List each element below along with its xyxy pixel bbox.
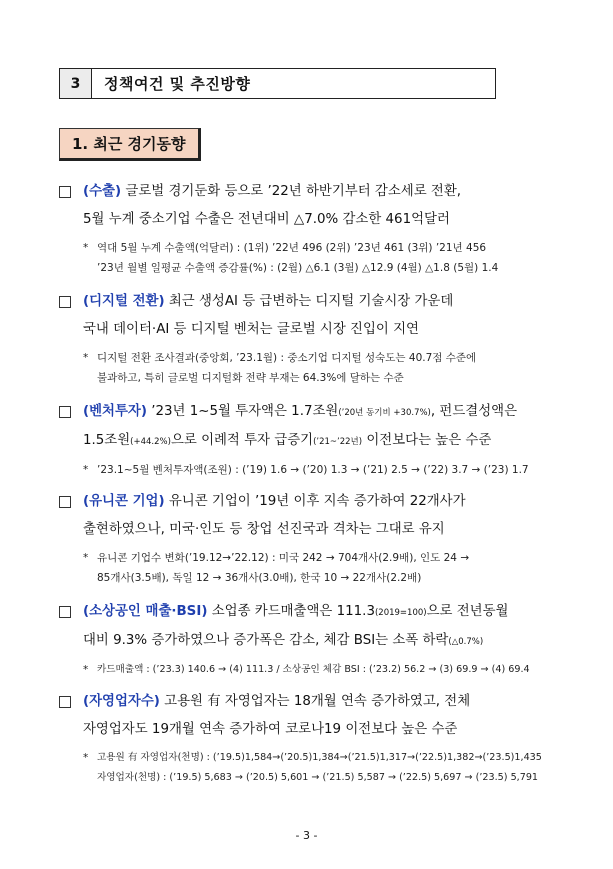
item-label: (수출)	[83, 184, 122, 199]
section-number: 3	[59, 68, 92, 99]
item-text: 소업종 카드매출액은 111.3	[207, 604, 375, 619]
subsection-title: 1. 최근 경기동향	[59, 128, 201, 161]
item-text-cont: 5월 누계 중소기업 수출은 전년대비 △7.0% 감소한 461억달러	[83, 212, 450, 227]
note-line: 자영업자(천명) : (’19.5) 5,683 → (’20.5) 5,601 → (’21.5) 5,587 → (’22.5) 5,697 → (’23.5) 5,791	[97, 772, 539, 783]
item-text: 1.5조원	[83, 433, 131, 448]
item-text: 이전보다는 높은 수준	[362, 433, 492, 448]
item-text: 으로 이례적 투자 급증기	[170, 433, 314, 448]
note-line: ’23년 월별 일평균 수출액 증감률(%) : (2월) △6.1 (3월) △12.9 (4월) △1.8 (5월) 1.4	[97, 262, 499, 274]
item-text-cont: 자영업자도 19개월 연속 증가하여 코로나19 이전보다 높은 수준	[83, 722, 458, 737]
note-marker: *	[83, 242, 89, 254]
item-text-cont	[59, 427, 559, 456]
note-line: 디지털 전환 조사결과(중앙회, ’23.1월) : 중소기업 디지털 성숙도는 40.7점 수준에	[97, 352, 477, 364]
item-text: 유니콘 기업이 ’19년 이후 지속 증가하여 22개사가	[164, 494, 466, 509]
item-text-small: (’20년 동기비 +30.7%)	[338, 408, 431, 418]
item-text: ’23년 1~5월 투자액은 1.7조원	[146, 404, 339, 419]
item-label: (소상공인 매출·BSI)	[83, 604, 208, 619]
checkbox-square-icon	[59, 696, 71, 708]
page-number: - 3 -	[295, 829, 318, 842]
note-line: 85개사(3.5배), 독일 12 → 36개사(3.0배), 한국 10 → 22개사(2.2배)	[97, 572, 422, 584]
item-text-cont: 국내 데이터·AI 등 디지털 벤처는 글로벌 시장 진입이 지연	[83, 322, 419, 337]
note	[59, 238, 559, 278]
item-label: (유니콘 기업)	[83, 494, 165, 509]
section-header	[59, 68, 496, 99]
item-text: 최근 생성AI 등 급변하는 디지털 기술시장 가운데	[164, 294, 454, 309]
note-line: 고용원 有 자영업자(천명) : (’19.5)1,584→(’20.5)1,384→(’21.5)1,317→(’22.5)1,382→(’23.5)1,435	[97, 752, 542, 763]
checkbox-square-icon	[59, 606, 71, 618]
item-export	[59, 178, 559, 278]
note-line: 유니콘 기업수 변화(’19.12→’22.12) : 미국 242 → 704개사(2.9배), 인도 24 →	[97, 552, 470, 564]
item-text-small: (+44.2%)	[130, 437, 171, 447]
item-text-cont	[59, 627, 559, 656]
note	[59, 460, 559, 480]
checkbox-square-icon	[59, 296, 71, 308]
item-label: (자영업자수)	[83, 694, 160, 709]
note-marker: *	[83, 752, 89, 764]
item-text: 으로 전년동월	[426, 604, 509, 619]
item-text: 글로벌 경기둔화 등으로 ’22년 하반기부터 감소세로 전환,	[121, 184, 462, 199]
note-marker: *	[83, 664, 89, 676]
note-marker: *	[83, 352, 89, 364]
note	[59, 548, 559, 588]
checkbox-square-icon	[59, 186, 71, 198]
item-venture	[59, 398, 559, 480]
note-line: 역대 5월 누계 수출액(억달러) : (1위) ’22년 496 (2위) ’23년 461 (3위) ’21년 456	[97, 242, 487, 254]
note	[59, 748, 559, 788]
checkbox-square-icon	[59, 496, 71, 508]
item-text-small: (2019=100)	[374, 608, 427, 618]
item-text: 고용원 有 자영업자는 18개월 연속 증가하였고, 전체	[159, 694, 471, 709]
item-unicorn	[59, 488, 559, 588]
item-self-employed	[59, 688, 559, 788]
item-text: 대비 9.3% 증가하였으나 증가폭은 감소, 체감 BSI는 소폭 하락	[83, 633, 449, 648]
note	[59, 660, 559, 680]
item-text-small: (’21~’22년)	[313, 437, 363, 447]
section-title: 정책여건 및 추진방향	[92, 68, 496, 99]
checkbox-square-icon	[59, 406, 71, 418]
item-label: (디지털 전환)	[83, 294, 165, 309]
item-label: (벤처투자)	[83, 404, 147, 419]
item-text-small: (△0.7%)	[448, 637, 484, 647]
item-text-cont: 출현하였으나, 미국·인도 등 창업 선진국과 격차는 그대로 유지	[83, 522, 445, 537]
note-line: 불과하고, 특히 글로벌 디지털화 전략 부재는 64.3%에 달하는 수준	[97, 372, 404, 384]
note-line: ’23.1~5월 벤처투자액(조원) : (’19) 1.6 → (’20) 1.3 → (’21) 2.5 → (’22) 3.7 → (’23) 1.7	[97, 464, 529, 476]
item-text: , 펀드결성액은	[430, 404, 517, 419]
item-digital	[59, 288, 559, 388]
item-small-business	[59, 598, 559, 680]
note-line: 카드매출액 : (’23.3) 140.6 → (4) 111.3 / 소상공인 체감 BSI : (’23.2) 56.2 → (3) 69.9 → (4) 69.4	[97, 664, 530, 675]
note	[59, 348, 559, 388]
note-marker: *	[83, 552, 89, 564]
note-marker: *	[83, 464, 89, 476]
